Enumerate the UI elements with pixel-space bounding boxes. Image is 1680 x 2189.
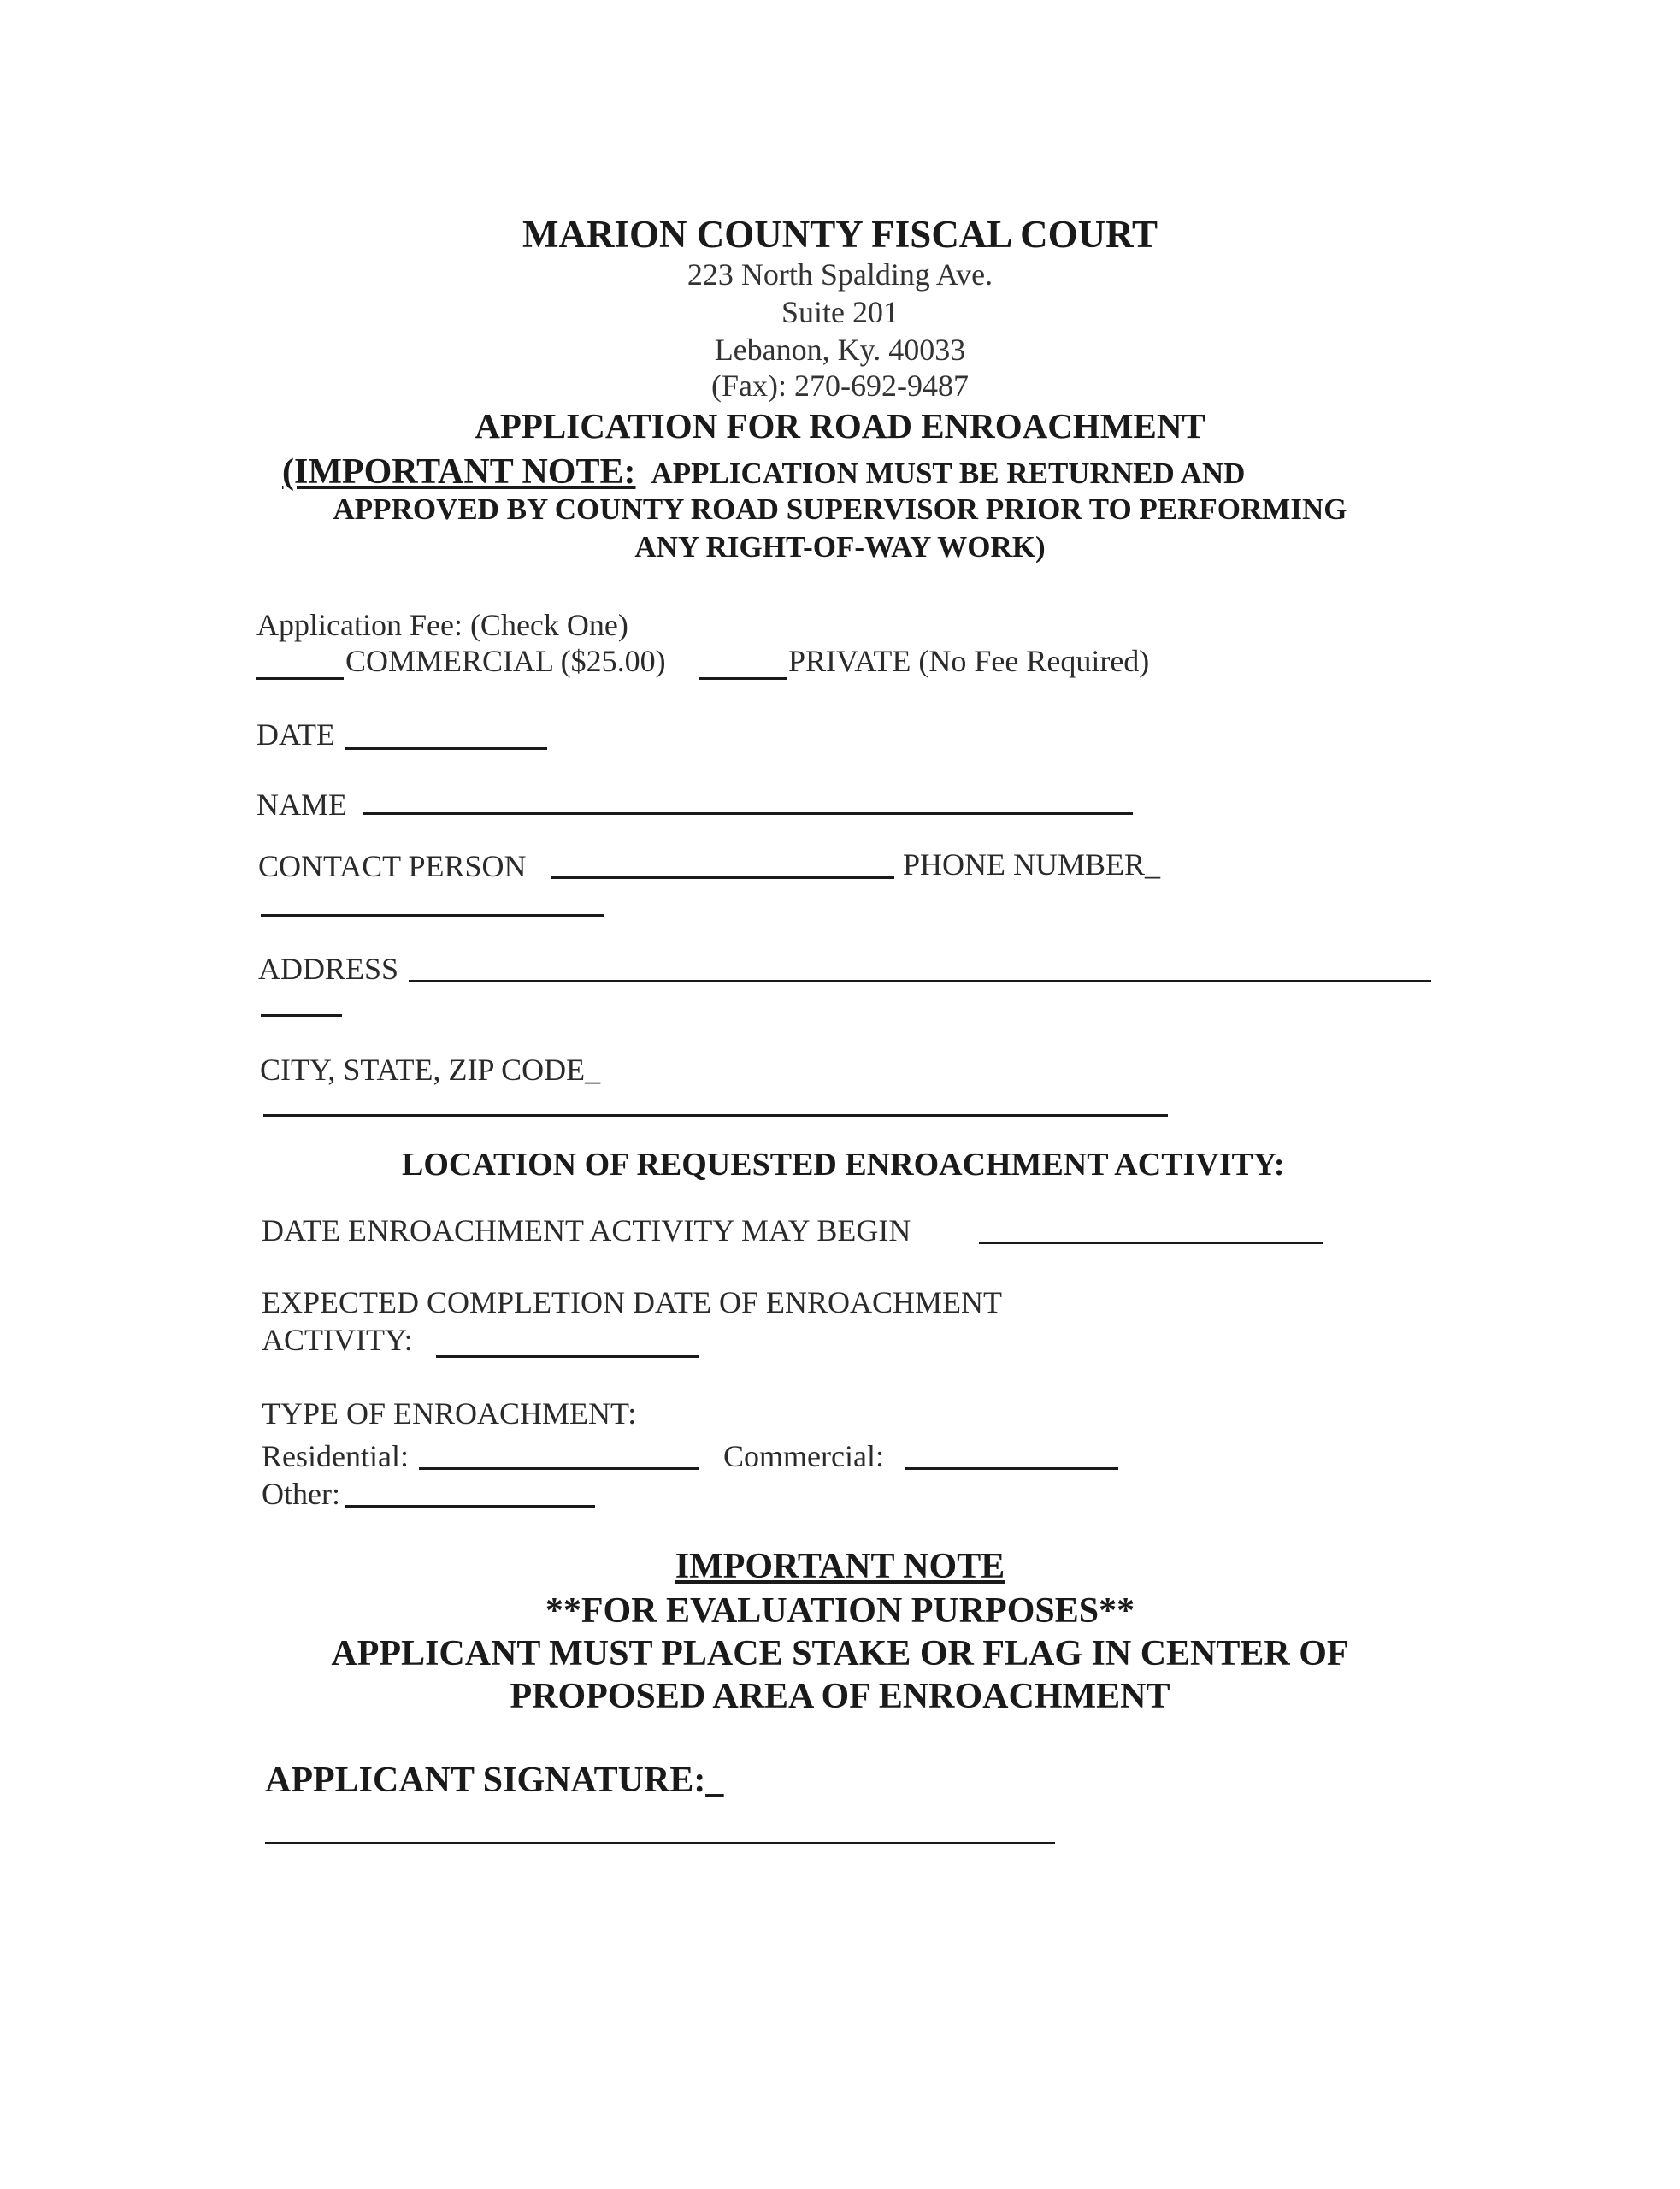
type-label: TYPE OF ENROACHMENT: xyxy=(262,1396,637,1431)
city-state-zip-label: CITY, STATE, ZIP CODE_ xyxy=(260,1053,601,1087)
important-note-line-1 xyxy=(282,451,1245,493)
other-field[interactable] xyxy=(345,1505,595,1508)
residential-label: Residential: xyxy=(262,1439,409,1473)
important-note-line-2: APPROVED BY COUNTY ROAD SUPERVISOR PRIOR TO PERFORMING xyxy=(333,493,1347,526)
address-field[interactable] xyxy=(409,980,1431,982)
private-fee-label: PRIVATE (No Fee Required) xyxy=(788,644,1150,678)
private-fee-checkbox-line[interactable] xyxy=(699,677,787,680)
evaluation-line-2: APPLICANT MUST PLACE STAKE OR FLAG IN CENTER OF xyxy=(331,1634,1349,1673)
residential-field[interactable] xyxy=(419,1467,699,1470)
address-field-continuation[interactable] xyxy=(261,1014,342,1017)
name-label: NAME xyxy=(256,788,347,822)
date-label: DATE xyxy=(256,717,335,752)
commercial-type-label: Commercial: xyxy=(723,1439,884,1473)
location-heading: LOCATION OF REQUESTED ENROACHMENT ACTIVITY: xyxy=(402,1147,1285,1183)
phone-number-field[interactable] xyxy=(261,914,604,917)
address-line-2: Suite 201 xyxy=(781,295,899,329)
name-field[interactable] xyxy=(363,812,1133,815)
evaluation-heading: IMPORTANT NOTE xyxy=(675,1547,1005,1586)
signature-field[interactable] xyxy=(265,1842,1055,1844)
evaluation-line-1: **FOR EVALUATION PURPOSES** xyxy=(545,1591,1135,1631)
date-field[interactable] xyxy=(345,747,547,750)
begin-date-field[interactable] xyxy=(979,1242,1323,1244)
city-state-zip-field[interactable] xyxy=(263,1114,1168,1117)
completion-date-label-line-1: EXPECTED COMPLETION DATE OF ENROACHMENT xyxy=(262,1285,1002,1319)
address-line-1: 223 North Spalding Ave. xyxy=(687,257,993,292)
completion-date-field[interactable] xyxy=(436,1355,699,1358)
contact-person-label: CONTACT PERSON xyxy=(258,849,527,883)
important-note-lead: (IMPORTANT NOTE: xyxy=(282,452,636,492)
form-title: APPLICATION FOR ROAD ENROACHMENT xyxy=(475,406,1205,445)
begin-date-label: DATE ENROACHMENT ACTIVITY MAY BEGIN xyxy=(262,1213,911,1248)
address-line-3: Lebanon, Ky. 40033 xyxy=(714,333,966,367)
signature-label: APPLICANT SIGNATURE:_ xyxy=(265,1761,724,1800)
fee-label: Application Fee: (Check One) xyxy=(256,608,628,642)
evaluation-line-3: PROPOSED AREA OF ENROACHMENT xyxy=(510,1677,1170,1716)
address-label: ADDRESS xyxy=(258,952,399,986)
org-name: MARION COUNTY FISCAL COURT xyxy=(522,213,1158,256)
commercial-fee-label: COMMERCIAL ($25.00) xyxy=(345,644,666,678)
contact-person-field[interactable] xyxy=(551,876,894,879)
commercial-type-field[interactable] xyxy=(905,1467,1118,1470)
fax-number: (Fax): 270-692-9487 xyxy=(711,369,969,403)
important-note-text-1: APPLICATION MUST BE RETURNED AND xyxy=(651,457,1246,490)
commercial-fee-checkbox-line[interactable] xyxy=(256,677,344,680)
phone-number-label: PHONE NUMBER_ xyxy=(903,847,1161,882)
important-note-line-3: ANY RIGHT-OF-WAY WORK) xyxy=(634,530,1046,563)
completion-date-label-line-2: ACTIVITY: xyxy=(262,1323,413,1357)
other-label: Other: xyxy=(262,1477,340,1511)
